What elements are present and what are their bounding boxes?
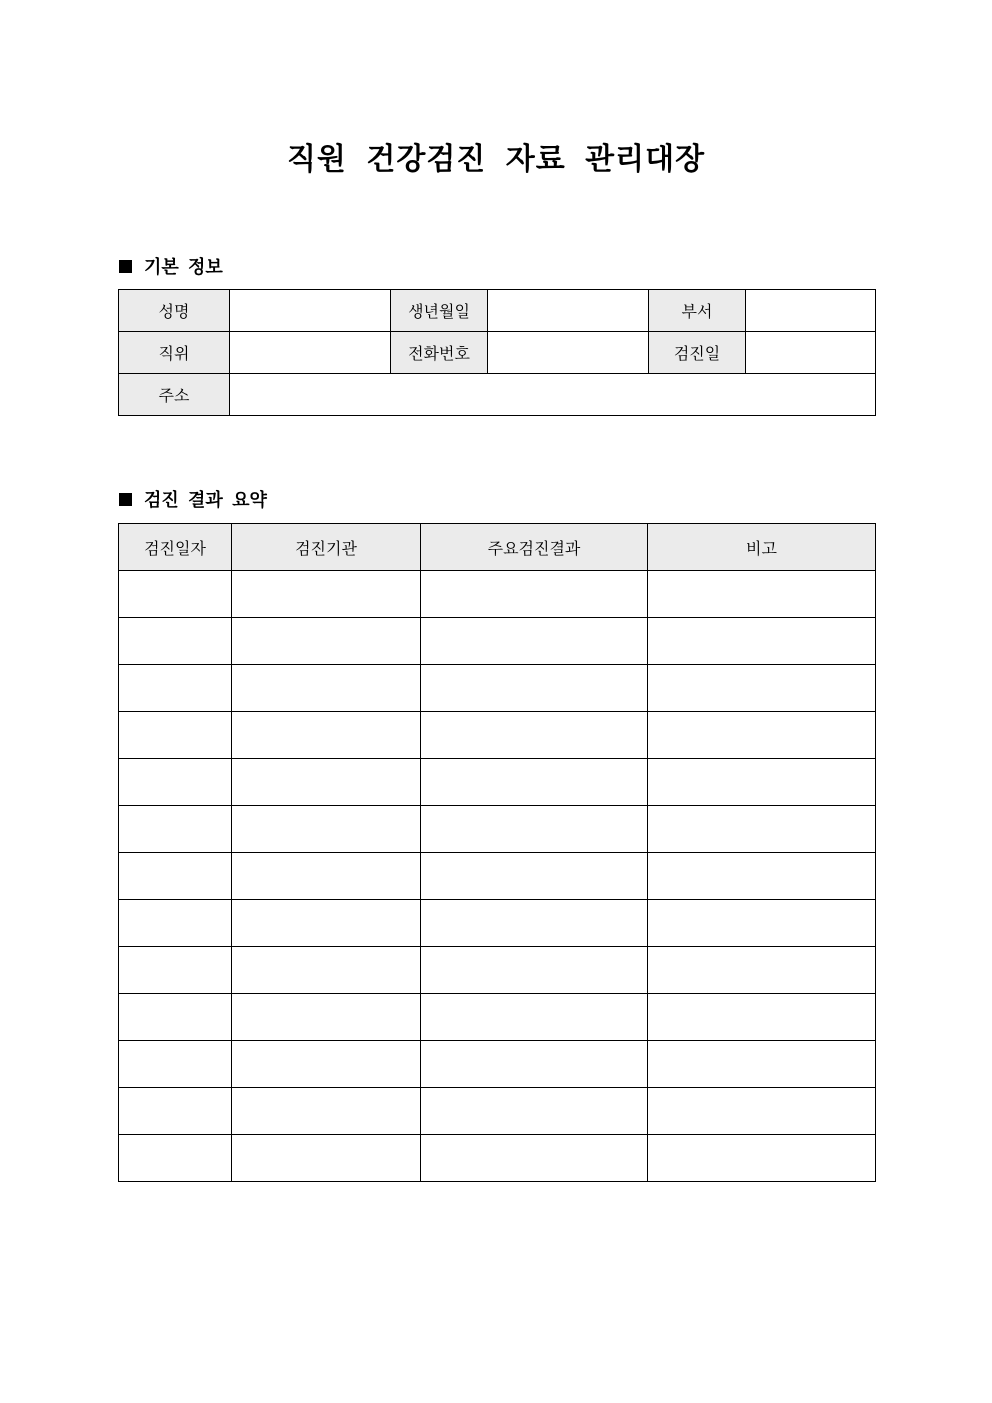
document-title: 직원 건강검진 자료 관리대장 [286, 142, 706, 177]
institution-cell[interactable] [232, 618, 421, 665]
table-row [119, 1088, 876, 1135]
address-label: 주소 [119, 374, 230, 416]
main-results-cell[interactable] [421, 1041, 648, 1088]
results-heading-text: 검진 결과 요약 [144, 490, 267, 511]
table-row [119, 618, 876, 665]
main-results-cell[interactable] [421, 806, 648, 853]
institution-cell[interactable] [232, 759, 421, 806]
birth-date-field[interactable] [488, 290, 649, 332]
main-results-cell[interactable] [421, 994, 648, 1041]
exam-date-cell[interactable] [119, 806, 232, 853]
basic-info-row [119, 332, 876, 374]
institution-cell[interactable] [232, 1135, 421, 1182]
main-results-cell[interactable] [421, 571, 648, 618]
remarks-cell[interactable] [648, 1088, 876, 1135]
institution-cell[interactable] [232, 900, 421, 947]
remarks-cell[interactable] [648, 712, 876, 759]
main-results-cell[interactable] [421, 947, 648, 994]
institution-cell[interactable] [232, 1041, 421, 1088]
basic-info-heading [119, 253, 223, 279]
remarks-cell[interactable] [648, 947, 876, 994]
table-row [119, 900, 876, 947]
remarks-cell[interactable] [648, 665, 876, 712]
exam-date-cell[interactable] [119, 1088, 232, 1135]
table-row [119, 1135, 876, 1182]
table-row [119, 571, 876, 618]
exam-date-cell[interactable] [119, 1135, 232, 1182]
institution-cell[interactable] [232, 1088, 421, 1135]
main-results-cell[interactable] [421, 1135, 648, 1182]
exam-date-cell[interactable] [119, 571, 232, 618]
remarks-cell[interactable] [648, 806, 876, 853]
basic-info-row [119, 374, 876, 416]
main-results-cell[interactable] [421, 759, 648, 806]
institution-cell[interactable] [232, 994, 421, 1041]
remarks-cell[interactable] [648, 571, 876, 618]
square-bullet-icon [119, 260, 132, 273]
institution-cell[interactable] [232, 571, 421, 618]
remarks-cell[interactable] [648, 994, 876, 1041]
main-results-cell[interactable] [421, 712, 648, 759]
name-field[interactable] [230, 290, 391, 332]
exam-date-cell[interactable] [119, 712, 232, 759]
exam-date-cell[interactable] [119, 759, 232, 806]
table-row [119, 759, 876, 806]
column-header-institution: 검진기관 [232, 524, 421, 571]
main-results-cell[interactable] [421, 900, 648, 947]
exam-date-cell[interactable] [119, 665, 232, 712]
address-field[interactable] [230, 374, 876, 416]
phone-field[interactable] [488, 332, 649, 374]
position-label: 직위 [119, 332, 230, 374]
table-row [119, 994, 876, 1041]
remarks-cell[interactable] [648, 1135, 876, 1182]
basic-info-row [119, 290, 876, 332]
exam-date-cell[interactable] [119, 994, 232, 1041]
institution-cell[interactable] [232, 712, 421, 759]
exam-date-cell[interactable] [119, 1041, 232, 1088]
exam-date-cell[interactable] [119, 900, 232, 947]
department-field[interactable] [746, 290, 876, 332]
table-row [119, 947, 876, 994]
exam-date-label: 검진일 [649, 332, 746, 374]
table-row [119, 806, 876, 853]
main-results-cell[interactable] [421, 1088, 648, 1135]
institution-cell[interactable] [232, 947, 421, 994]
main-results-cell[interactable] [421, 853, 648, 900]
table-row [119, 853, 876, 900]
exam-date-cell[interactable] [119, 618, 232, 665]
remarks-cell[interactable] [648, 618, 876, 665]
remarks-cell[interactable] [648, 853, 876, 900]
table-row [119, 712, 876, 759]
square-bullet-icon [119, 493, 132, 506]
exam-date-cell[interactable] [119, 947, 232, 994]
remarks-cell[interactable] [648, 759, 876, 806]
birth-date-label: 생년월일 [391, 290, 488, 332]
exam-date-field[interactable] [746, 332, 876, 374]
institution-cell[interactable] [232, 806, 421, 853]
position-field[interactable] [230, 332, 391, 374]
column-header-exam-date: 검진일자 [119, 524, 232, 571]
institution-cell[interactable] [232, 665, 421, 712]
phone-label: 전화번호 [391, 332, 488, 374]
main-results-cell[interactable] [421, 665, 648, 712]
basic-info-heading-text: 기본 정보 [144, 257, 223, 278]
remarks-cell[interactable] [648, 900, 876, 947]
column-header-main-results: 주요검진결과 [421, 524, 648, 571]
institution-cell[interactable] [232, 853, 421, 900]
name-label: 성명 [119, 290, 230, 332]
column-header-remarks: 비고 [648, 524, 876, 571]
exam-date-cell[interactable] [119, 853, 232, 900]
remarks-cell[interactable] [648, 1041, 876, 1088]
results-heading [119, 486, 267, 512]
department-label: 부서 [649, 290, 746, 332]
results-header-row [119, 524, 876, 571]
results-body [119, 571, 876, 1182]
basic-info-table [118, 289, 876, 416]
results-table [118, 523, 876, 1182]
table-row [119, 1041, 876, 1088]
main-results-cell[interactable] [421, 618, 648, 665]
table-row [119, 665, 876, 712]
